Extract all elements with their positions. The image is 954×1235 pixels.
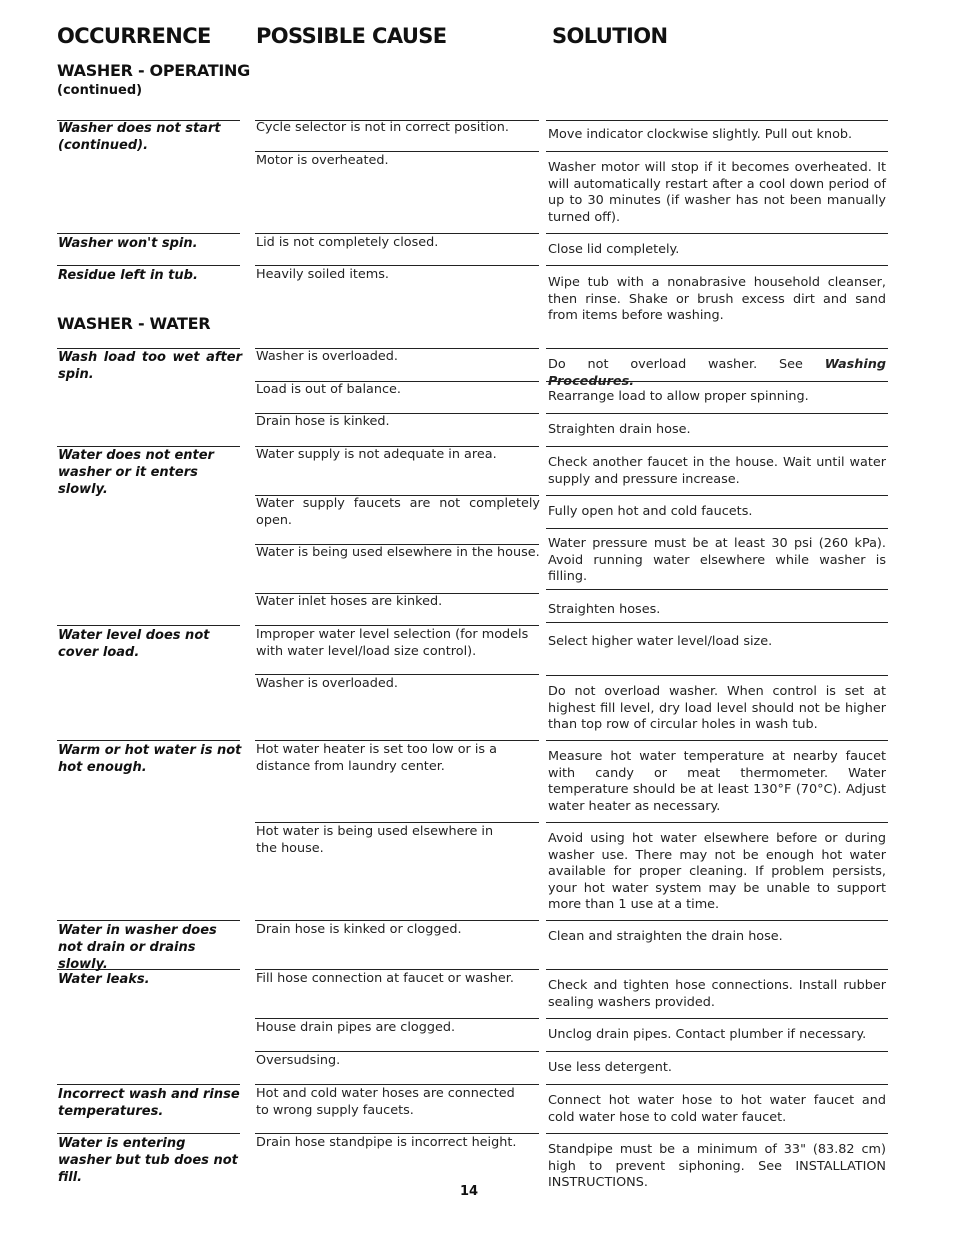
cause-rule (255, 969, 539, 970)
solution-text: Unclog drain pipes. Contact plumber if necessary. (548, 1027, 867, 1042)
cause-text: Washer is overloaded. (256, 349, 398, 364)
occurrence-text: Water is entering washer but tub does not fill. (58, 1136, 238, 1185)
solution-rule (546, 1084, 888, 1085)
solution-text: Avoid using hot water elsewhere before or during washer use. There may not be enough hot water available for proper cleaning. If problem persists, your hot water system may be unable to support more than 1 use at a time. (548, 831, 886, 912)
occurrence-rule (57, 625, 240, 626)
occurrence-rule (57, 920, 240, 921)
cause-rule (255, 1051, 539, 1052)
occurrence-rule (57, 1084, 240, 1085)
solution-text: Water pressure must be at least 30 psi (260 kPa). Avoid running water elsewhere while washer is filling. (548, 536, 886, 584)
occurrence-text: Water level does not cover load. (58, 628, 210, 660)
occurrence-text: Incorrect wash and rinse temperatures. (58, 1087, 240, 1119)
solution-rule (546, 622, 888, 623)
solution-text: Check and tighten hose connections. Install rubber sealing washers provided. (548, 978, 886, 1010)
occurrence-text: Wash load too wet after spin. (58, 350, 242, 382)
occurrence-text: Warm or hot water is not hot enough. (58, 743, 242, 775)
occurrence-text: Washer does not start (continued). (58, 121, 221, 153)
section-title-washer-operating: WASHER - OPERATING (57, 61, 250, 80)
occurrence-rule (57, 233, 240, 234)
cause-text: Washer is overloaded. (256, 676, 398, 691)
cause-text: Water inlet hoses are kinked. (256, 594, 443, 609)
solution-text: Do not overload washer. When control is set at highest fill level, dry load level should not be higher than top row of circular holes in wash tub. (548, 684, 886, 732)
solution-text: Connect hot water hose to hot water faucet and cold water hose to cold water faucet. (548, 1093, 886, 1125)
section-title-washer-water: WASHER - WATER (57, 314, 211, 333)
cause-text: Hot water is being used elsewhere in the house. (256, 824, 494, 856)
cause-rule (255, 1084, 539, 1085)
solution-rule (546, 265, 888, 266)
occurrence-rule (57, 265, 240, 266)
solution-rule (546, 528, 888, 529)
solution-rule (546, 920, 888, 921)
solution-rule (546, 151, 888, 152)
cause-text: Water supply is not adequate in area. (256, 447, 497, 462)
occurrence-text: Washer won't spin. (58, 236, 198, 251)
cause-text: Fill hose connection at faucet or washer. (256, 971, 514, 986)
solution-text-part: Do not overload washer. See (548, 357, 803, 372)
solution-rule (546, 120, 888, 121)
cause-text: Oversudsing. (256, 1053, 341, 1068)
cause-rule (255, 265, 539, 266)
solution-rule (546, 969, 888, 970)
cause-rule (255, 1133, 539, 1134)
solution-text: Washer motor will stop if it becomes overheated. It will automatically restart after a cool down period of up to 30 minutes (if washer has not been manually turned off). (548, 160, 886, 225)
cause-rule (255, 674, 539, 675)
solution-text: Straighten drain hose. (548, 422, 691, 437)
cause-rule (255, 920, 539, 921)
cause-rule (255, 625, 539, 626)
solution-rule (546, 495, 888, 496)
header-solution: SOLUTION (552, 24, 668, 48)
cause-text: Heavily soiled items. (256, 267, 389, 282)
cause-text: Motor is overheated. (256, 153, 389, 168)
cause-text: Water supply faucets are not completely open. (256, 496, 540, 528)
solution-rule (546, 675, 888, 676)
cause-text: Improper water level selection (for models with water level/load size control). (256, 627, 529, 659)
solution-rule (546, 822, 888, 823)
cause-rule (255, 233, 539, 234)
cause-text: Hot and cold water hoses are connected to wrong supply faucets. (256, 1086, 515, 1118)
solution-text: Rearrange load to allow proper spinning. (548, 389, 809, 404)
cause-text: Hot water heater is set too low or is a distance from laundry center. (256, 742, 497, 774)
cause-text: Load is out of balance. (256, 382, 401, 397)
solution-text: Close lid completely. (548, 242, 680, 257)
solution-text (548, 357, 886, 390)
solution-rule (546, 233, 888, 234)
cause-text: Water is being used elsewhere in the house. (256, 545, 540, 560)
solution-text: Fully open hot and cold faucets. (548, 504, 753, 519)
solution-rule (546, 1133, 888, 1134)
solution-text: Standpipe must be a minimum of 33" (83.82 cm) high to prevent siphoning. See INSTALLATION INSTRUCTIONS. (548, 1142, 886, 1190)
occurrence-rule (57, 740, 240, 741)
section-subtitle-continued: (continued) (57, 83, 143, 98)
solution-rule (546, 1051, 888, 1052)
occurrence-rule (57, 1133, 240, 1134)
solution-text: Wipe tub with a nonabrasive household cleanser, then rinse. Shake or brush excess dirt and sand from items before washing. (548, 275, 886, 323)
header-possible-cause: POSSIBLE CAUSE (256, 24, 447, 48)
occurrence-text: Water in washer does not drain or drains slowly. (58, 923, 217, 972)
occurrence-text: Water does not enter washer or it enters slowly. (58, 448, 214, 497)
solution-text: Use less detergent. (548, 1060, 672, 1075)
cause-text: Drain hose is kinked or clogged. (256, 922, 462, 937)
cause-text: Drain hose standpipe is incorrect height. (256, 1135, 517, 1150)
solution-text: Clean and straighten the drain hose. (548, 929, 783, 944)
solution-rule (546, 589, 888, 590)
cause-text: Drain hose is kinked. (256, 414, 390, 429)
cause-text: House drain pipes are clogged. (256, 1020, 456, 1035)
cause-text: Lid is not completely closed. (256, 235, 439, 250)
solution-text: Move indicator clockwise slightly. Pull out knob. (548, 127, 853, 142)
solution-rule (546, 1018, 888, 1019)
solution-rule (546, 740, 888, 741)
cause-rule (255, 151, 539, 152)
solution-text: Check another faucet in the house. Wait until water supply and pressure increase. (548, 455, 886, 487)
solution-rule (546, 413, 888, 414)
solution-rule (546, 446, 888, 447)
occurrence-text: Residue left in tub. (58, 268, 198, 283)
cause-rule (255, 740, 539, 741)
occurrence-text: Water leaks. (58, 972, 150, 987)
header-occurrence: OCCURRENCE (57, 24, 211, 48)
solution-text: Select higher water level/load size. (548, 634, 773, 649)
washing-procedures-reference: Washing Procedures. (548, 357, 886, 389)
solution-rule (546, 348, 888, 349)
solution-text: Straighten hoses. (548, 602, 661, 617)
cause-rule (255, 822, 539, 823)
cause-text: Cycle selector is not in correct position. (256, 120, 509, 135)
solution-text: Measure hot water temperature at nearby faucet with candy or meat thermometer. Water temperature should be at least 130°F (70°C). Adjust water heater as necessary. (548, 749, 886, 814)
page-number: 14 (460, 1184, 479, 1199)
cause-rule (255, 1018, 539, 1019)
